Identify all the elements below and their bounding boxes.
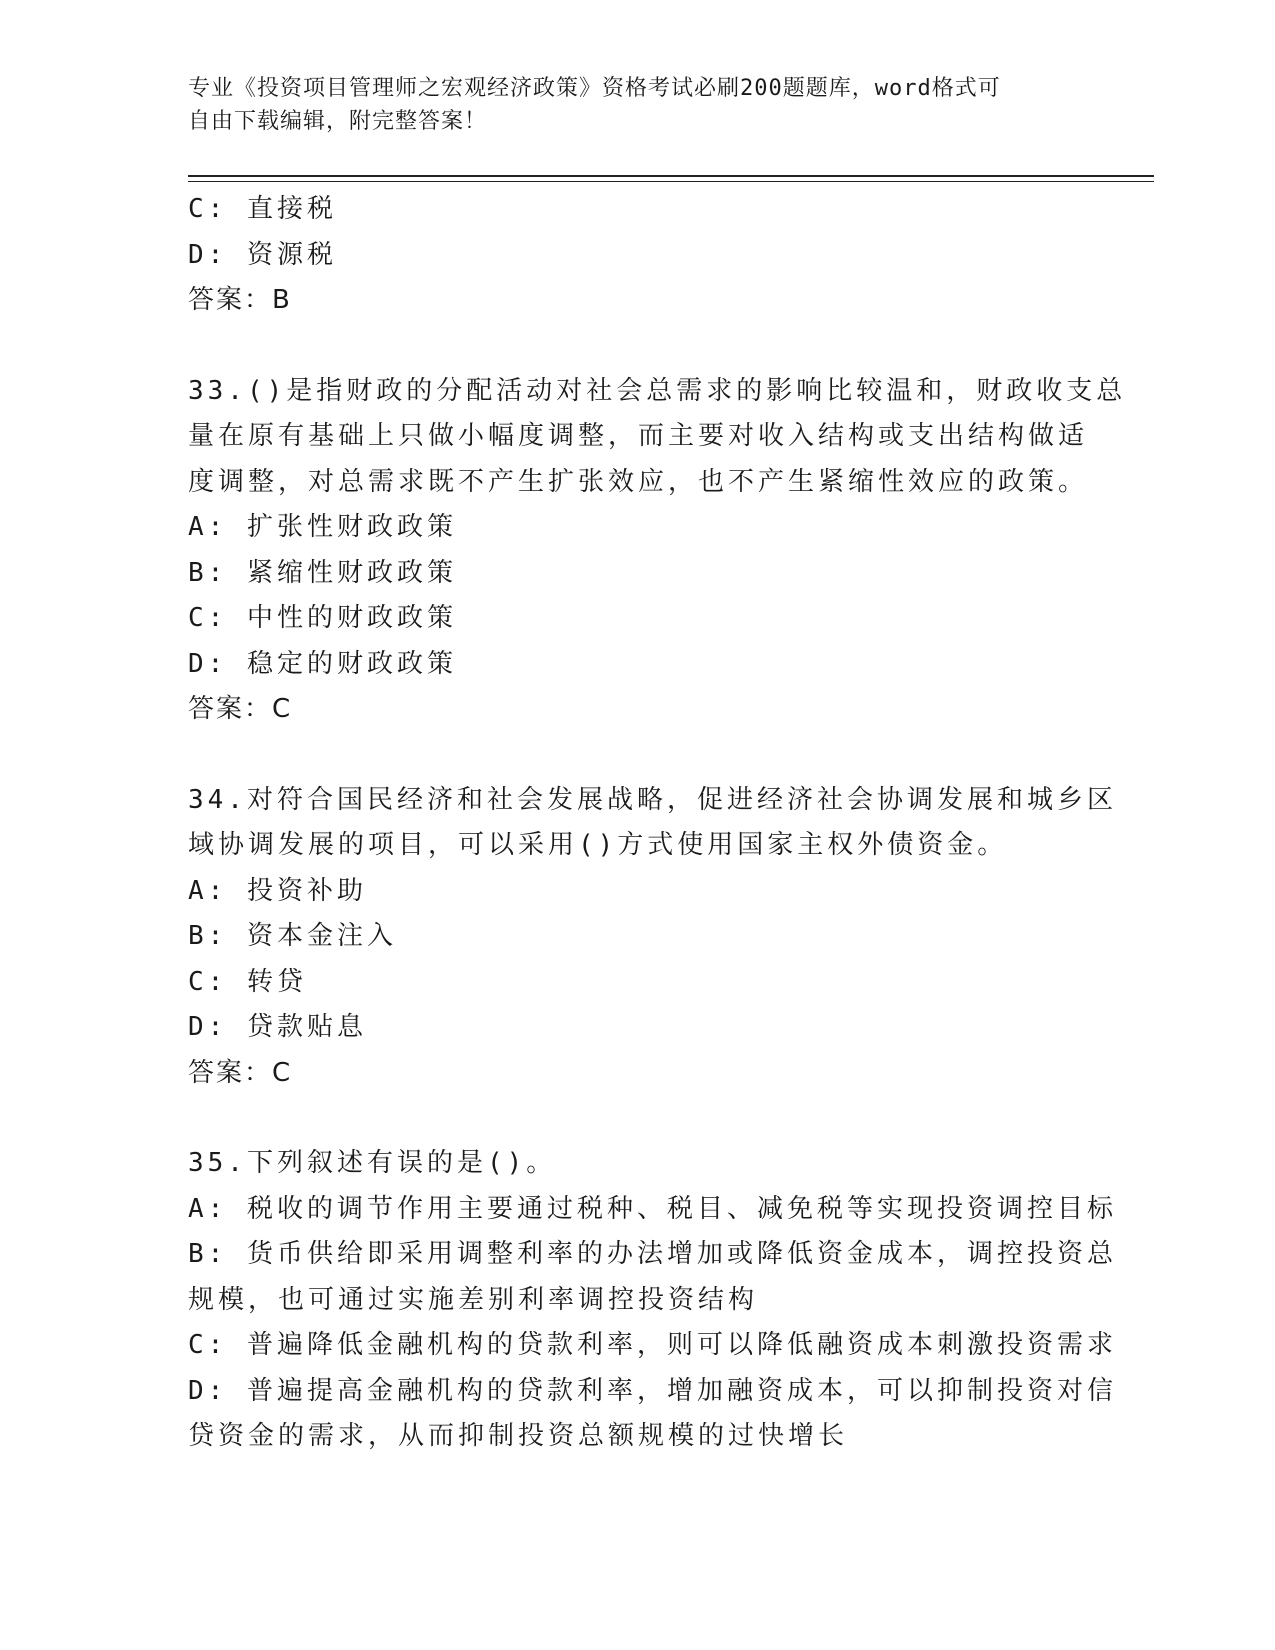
spacer xyxy=(188,733,1068,778)
question-text: 量在原有基础上只做小幅度调整，而主要对收入结构或支出结构做适 xyxy=(188,421,1089,451)
option: C: 中性的财政政策 xyxy=(188,603,457,633)
option: C: 普遍降低金融机构的贷款利率，则可以降低融资成本刺激投资需求 xyxy=(188,1330,1117,1360)
option: A: 投资补助 xyxy=(188,875,367,906)
question-text: 34.对符合国民经济和社会发展战略，促进经济社会协调发展和城乡区 xyxy=(188,784,1117,815)
option: D: 贷款贴息 xyxy=(188,1012,367,1042)
spacer xyxy=(188,324,1068,369)
option: C: 转贷 xyxy=(188,966,307,997)
option: D: 稳定的财政政策 xyxy=(188,648,457,679)
header-rule xyxy=(188,181,1154,182)
question-text: 33.()是指财政的分配活动对社会总需求的影响比较温和，财政收支总 xyxy=(188,375,1127,406)
answer: 答案：C xyxy=(188,694,293,724)
option: D: 资源税 xyxy=(188,239,337,270)
header-rule xyxy=(188,175,1154,177)
answer: 答案：B xyxy=(188,285,292,315)
question-block-34 xyxy=(188,778,1117,1097)
option: C: 直接税 xyxy=(188,194,337,224)
spacer xyxy=(188,1096,1068,1141)
option-continuation: 规模，也可通过实施差别利率调控投资结构 xyxy=(188,1284,759,1315)
page-header xyxy=(188,72,1068,138)
question-text: 度调整，对总需求既不产生扩张效应，也不产生紧缩性效应的政策。 xyxy=(188,466,1089,497)
question-text: 域协调发展的项目，可以采用()方式使用国家主权外债资金。 xyxy=(188,830,1008,860)
question-content xyxy=(188,187,1127,1460)
option: B: 货币供给即采用调整利率的办法增加或降低资金成本，调控投资总 xyxy=(188,1239,1117,1269)
header-line: 自由下载编辑，附完整答案！ xyxy=(188,109,488,134)
question-block-prev xyxy=(188,187,1068,324)
option: D: 普遍提高金融机构的贷款利率，增加融资成本，可以抑制投资对信 xyxy=(188,1375,1117,1406)
option: A: 税收的调节作用主要通过税种、税目、减免税等实现投资调控目标 xyxy=(188,1193,1117,1224)
answer: 答案：C xyxy=(188,1057,293,1088)
header-line: 专业《投资项目管理师之宏观经济政策》资格考试必刷200题题库，word格式可 xyxy=(188,76,1001,101)
option-continuation: 贷资金的需求，从而抑制投资总额规模的过快增长 xyxy=(188,1421,849,1451)
question-block-33 xyxy=(188,369,1127,733)
option: B: 资本金注入 xyxy=(188,921,397,951)
question-block-35 xyxy=(188,1141,1117,1460)
option: B: 紧缩性财政政策 xyxy=(188,557,457,588)
option: A: 扩张性财政政策 xyxy=(188,512,457,542)
question-text: 35.下列叙述有误的是()。 xyxy=(188,1148,557,1178)
